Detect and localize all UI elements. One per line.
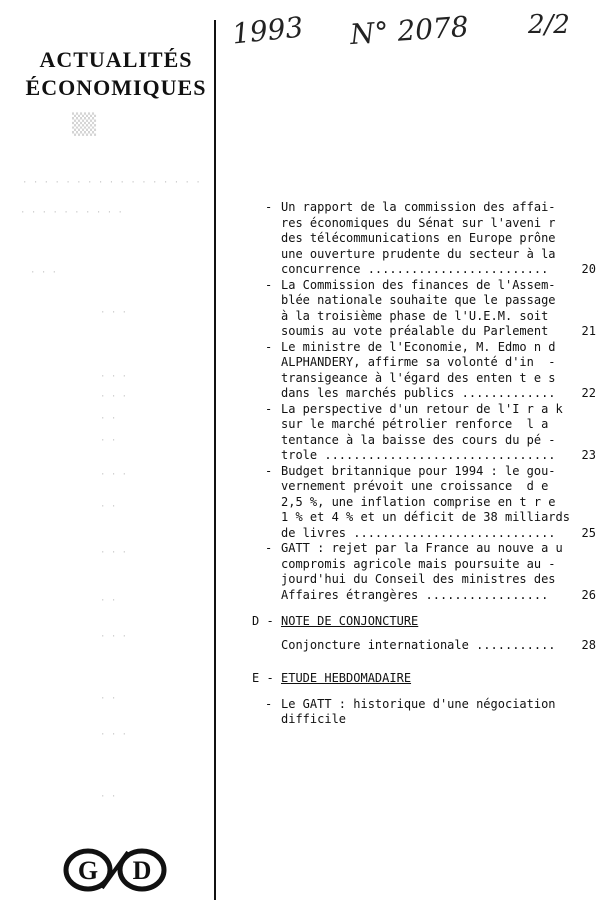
section-d-entry bbox=[230, 638, 600, 654]
section-e-entry: - Le GATT : historique d'une négociation difficile bbox=[230, 697, 600, 728]
handwritten-page: 2/2 bbox=[528, 10, 570, 40]
left-column bbox=[0, 0, 215, 900]
toc-entry-line: La perspective d'un retour de l'I r a k bbox=[281, 401, 563, 416]
toc-entry-line: blée nationale souhaite que le passage bbox=[281, 293, 556, 307]
table-of-contents bbox=[230, 200, 600, 728]
entry-dash: - bbox=[265, 401, 273, 416]
toc-entry-page: 25 bbox=[581, 525, 596, 540]
toc-entry-line: tentance à la baisse des cours du pé - bbox=[281, 432, 556, 447]
toc-entry-line: à la troisième phase de l'U.E.M. soit bbox=[281, 308, 549, 323]
section-d-entry-text: Conjoncture internationale ........... bbox=[281, 637, 556, 652]
entry-dash: - bbox=[265, 200, 273, 214]
toc-entry-line: Budget britannique pour 1994 : le gou- bbox=[281, 463, 556, 478]
section-d-entry-page: 28 bbox=[581, 637, 596, 652]
toc-entry-line: de livres ............................ bbox=[281, 525, 556, 540]
entry-dash: - bbox=[265, 541, 273, 555]
toc-entry-line: La Commission des finances de l'Assem- bbox=[281, 277, 556, 292]
faded-bleedthrough: ▒▒ · · · · · · · · · · · · · · · · · · · · · · · · · · · · · · · · · · · · · · · · · · · · · · · · · · · · · · · · · · · · · · · bbox=[20, 112, 201, 802]
handwritten-issue-number: N° 2078 bbox=[348, 9, 470, 52]
section-d-letter: D - bbox=[252, 614, 274, 628]
toc-entry-line: compromis agricole mais poursuite au - bbox=[281, 556, 556, 571]
toc-entry-line: concurrence ......................... bbox=[281, 262, 549, 276]
logo-letter-g: G bbox=[77, 856, 99, 885]
toc-entry bbox=[230, 340, 600, 402]
toc-entry-line: vernement prévoit une croissance d e bbox=[281, 479, 549, 493]
toc-entry-line: Affaires étrangères ................. bbox=[281, 587, 549, 602]
section-d-title: NOTE DE CONJONCTURE bbox=[281, 614, 419, 628]
section-e-title: ETUDE HEBDOMADAIRE bbox=[281, 671, 412, 685]
toc-entry bbox=[230, 402, 600, 464]
toc-entry-line: GATT : rejet par la France au nouve a u bbox=[281, 541, 563, 555]
masthead-line-1: ACTUALITÉS bbox=[39, 47, 193, 72]
entry-dash: - bbox=[265, 277, 273, 292]
toc-entry-line: une ouverture prudente du secteur à la bbox=[281, 246, 556, 261]
toc-entry-line: dans les marchés publics ............. bbox=[281, 386, 556, 400]
section-e-letter: E - bbox=[252, 671, 274, 685]
toc-entry-line: 2,5 %, une inflation comprise en t r e bbox=[281, 494, 556, 509]
toc-entry-line: res économiques du Sénat sur l'aveni r bbox=[281, 215, 556, 230]
toc-entry-line: soumis au vote préalable du Parlement bbox=[281, 324, 549, 338]
masthead-line-2: ÉCONOMIQUES bbox=[25, 75, 207, 100]
vertical-divider bbox=[214, 20, 216, 900]
toc-entry-line: transigeance à l'égard des enten t e s bbox=[281, 370, 556, 385]
entry-dash: - bbox=[265, 339, 273, 354]
toc-entry-page: 23 bbox=[581, 448, 596, 462]
toc-entry-line: ALPHANDERY, affirme sa volonté d'in - bbox=[281, 355, 556, 369]
section-d bbox=[230, 614, 600, 630]
toc-entry-line: Le ministre de l'Economie, M. Edmo n d bbox=[281, 339, 556, 354]
toc-entry bbox=[230, 278, 600, 340]
handwritten-year: 1993 bbox=[230, 10, 305, 51]
toc-entry-line: sur le marché pétrolier renforce l a bbox=[281, 417, 549, 431]
toc-entry bbox=[230, 541, 600, 603]
toc-entry-page: 22 bbox=[581, 386, 596, 400]
toc-entry-page: 20 bbox=[581, 262, 596, 276]
toc-entry-line: Un rapport de la commission des affai- bbox=[281, 200, 556, 214]
section-e-entry-line: Le GATT : historique d'une négociation bbox=[281, 696, 556, 711]
toc-entry-page: 26 bbox=[581, 587, 596, 602]
toc-entry-line: 1 % et 4 % et un déficit de 38 milliards bbox=[281, 510, 570, 524]
section-e-entry-line: difficile bbox=[281, 712, 347, 726]
logo-letter-d: D bbox=[132, 856, 152, 885]
toc-entry bbox=[230, 464, 600, 542]
entry-dash: - bbox=[265, 463, 273, 478]
toc-entry bbox=[230, 200, 600, 278]
gd-logo bbox=[60, 848, 170, 892]
toc-entry-line: jourd'hui du Conseil des ministres des bbox=[281, 572, 556, 586]
toc-entry-line: des télécommunications en Europe prône bbox=[281, 231, 556, 245]
toc-entry-line: trole ................................ bbox=[281, 448, 556, 462]
toc-entry-page: 21 bbox=[581, 324, 596, 338]
section-e bbox=[230, 671, 600, 687]
